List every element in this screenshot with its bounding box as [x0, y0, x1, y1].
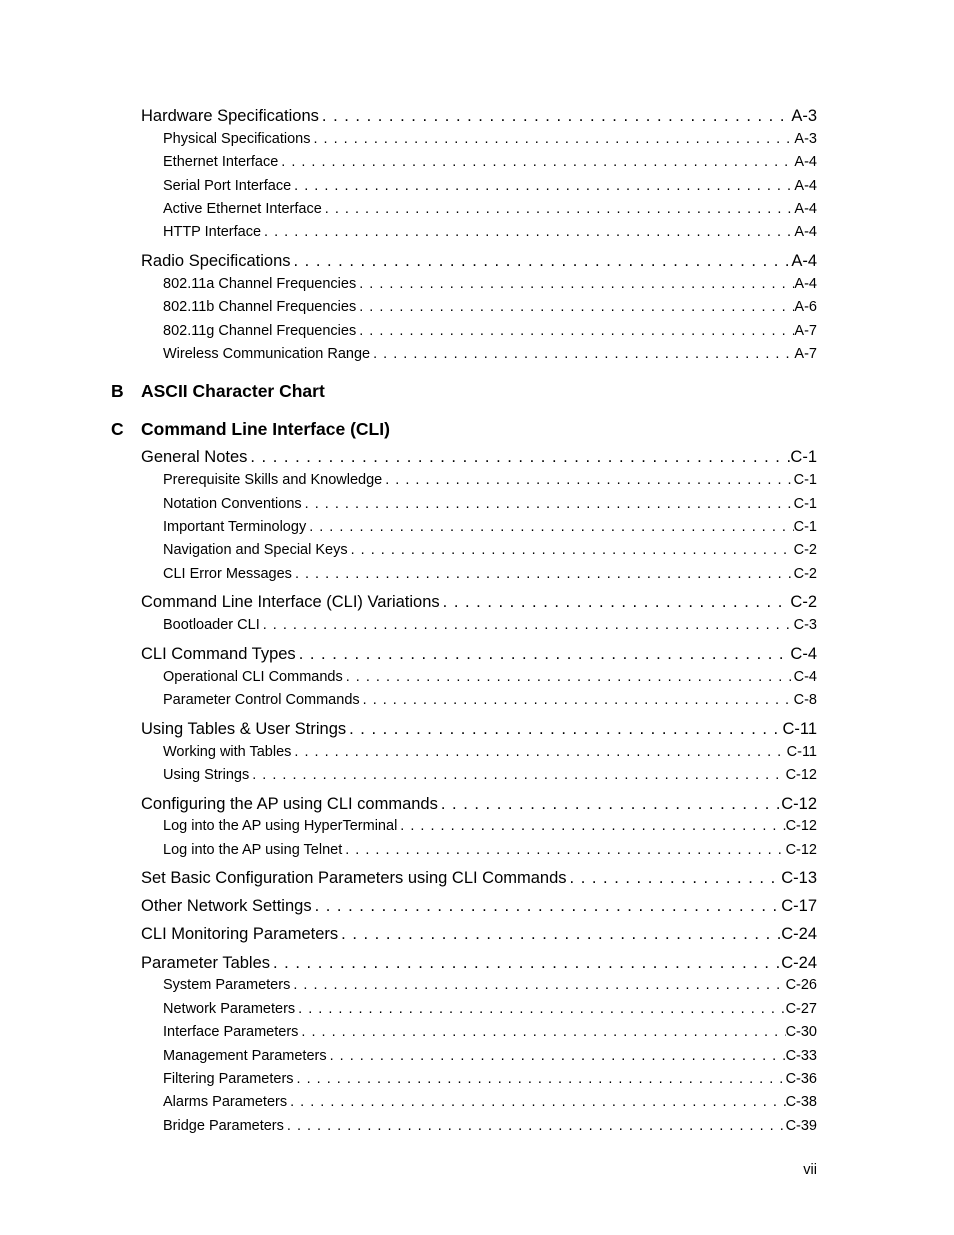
toc-entry-page: A-3	[794, 131, 817, 147]
toc-chapter-heading	[111, 419, 390, 440]
toc-subsection-entry	[163, 818, 817, 834]
toc-entry-title: Bootloader CLI	[163, 617, 260, 633]
toc-section-entry	[141, 593, 817, 612]
toc-subsection-entry	[163, 692, 817, 708]
toc-entry-title: General Notes	[141, 448, 248, 466]
dot-leader	[287, 1094, 785, 1110]
toc-subsection-entry	[163, 842, 817, 858]
dot-leader	[295, 1001, 785, 1017]
dot-leader	[382, 472, 793, 488]
toc-entry-title: Serial Port Interface	[163, 178, 292, 194]
toc-subsection-entry	[163, 542, 817, 558]
toc-entry-title: CLI Monitoring Parameters	[141, 925, 339, 943]
toc-section-entry	[141, 252, 817, 271]
dot-leader	[438, 795, 781, 814]
toc-entry-page: A-4	[794, 154, 817, 170]
toc-entry-title: Working with Tables	[163, 744, 292, 760]
chapter-letter: C	[111, 419, 124, 439]
dot-leader	[342, 842, 785, 858]
toc-subsection-entry	[163, 299, 817, 315]
toc-entry-title: Prerequisite Skills and Knowledge	[163, 472, 383, 488]
dot-leader	[291, 252, 792, 271]
toc-subsection-entry	[163, 669, 817, 685]
dot-leader	[291, 178, 794, 194]
toc-entry-page: C-1	[793, 496, 817, 512]
toc-entry-page: A-4	[794, 178, 817, 194]
dot-leader	[261, 224, 794, 240]
toc-entry-title: CLI Error Messages	[163, 566, 292, 582]
toc-subsection-entry	[163, 131, 817, 147]
toc-entry-page: C-12	[785, 767, 817, 783]
toc-entry-page: A-7	[794, 323, 817, 339]
toc-entry-page: C-4	[793, 669, 817, 685]
toc-entry-page: C-11	[782, 720, 817, 738]
toc-subsection-entry	[163, 323, 817, 339]
dot-leader	[356, 276, 794, 292]
toc-entry-title: Using Strings	[163, 767, 250, 783]
toc-entry-page: C-39	[785, 1118, 817, 1134]
toc-entry-page: A-3	[791, 107, 817, 125]
toc-entry-title: Network Parameters	[163, 1001, 296, 1017]
toc-entry-page: C-2	[793, 566, 817, 582]
dot-leader	[306, 519, 793, 535]
toc-subsection-entry	[163, 519, 817, 535]
chapter-title: Command Line Interface (CLI)	[141, 419, 390, 439]
toc-subsection-entry	[163, 472, 817, 488]
toc-entry-page: A-6	[794, 299, 817, 315]
dot-leader	[311, 131, 795, 147]
toc-entry-title: Log into the AP using HyperTerminal	[163, 818, 398, 834]
toc-section-entry	[141, 107, 817, 126]
dot-leader	[302, 496, 794, 512]
toc-entry-title: Active Ethernet Interface	[163, 201, 322, 217]
toc-entry-title: Alarms Parameters	[163, 1094, 288, 1110]
dot-leader	[284, 1118, 786, 1134]
toc-entry-title: 802.11g Channel Frequencies	[163, 323, 357, 339]
toc-entry-title: CLI Command Types	[141, 645, 296, 663]
toc-entry-page: C-33	[785, 1048, 817, 1064]
toc-entry-page: C-38	[785, 1094, 817, 1110]
dot-leader	[298, 1024, 785, 1040]
toc-entry-page: C-26	[785, 977, 817, 993]
dot-leader	[319, 107, 791, 126]
toc-entry-page: A-4	[794, 276, 817, 292]
toc-entry-title: Radio Specifications	[141, 252, 291, 270]
dot-leader	[567, 869, 782, 888]
toc-entry-page: C-13	[781, 869, 817, 887]
toc-subsection-entry	[163, 1118, 817, 1134]
toc-entry-page: C-17	[781, 897, 817, 915]
toc-section-entry	[141, 448, 817, 467]
dot-leader	[270, 954, 781, 973]
dot-leader	[356, 299, 794, 315]
toc-entry-page: C-1	[790, 448, 817, 466]
toc-entry-title: Log into the AP using Telnet	[163, 842, 343, 858]
toc-subsection-entry	[163, 1071, 817, 1087]
toc-subsection-entry	[163, 977, 817, 993]
toc-chapter-heading	[111, 381, 325, 402]
toc-section-entry	[141, 795, 817, 814]
dot-leader	[278, 154, 794, 170]
toc-subsection-entry	[163, 496, 817, 512]
toc-entry-page: C-30	[785, 1024, 817, 1040]
toc-subsection-entry	[163, 201, 817, 217]
page-number: vii	[803, 1162, 817, 1178]
toc-subsection-entry	[163, 1024, 817, 1040]
toc-entry-title: Interface Parameters	[163, 1024, 299, 1040]
toc-entry-page: C-1	[793, 472, 817, 488]
dot-leader	[346, 720, 782, 739]
toc-entry-title: Set Basic Configuration Parameters using CLI Commands	[141, 869, 567, 887]
dot-leader	[291, 744, 786, 760]
toc-entry-title: Bridge Parameters	[163, 1118, 284, 1134]
dot-leader	[247, 448, 790, 467]
chapter-letter: B	[111, 381, 124, 401]
dot-leader	[312, 897, 782, 916]
dot-leader	[294, 1071, 786, 1087]
toc-subsection-entry	[163, 1094, 817, 1110]
toc-entry-page: C-1	[793, 519, 817, 535]
toc-entry-page: A-4	[791, 252, 817, 270]
toc-entry-title: Configuring the AP using CLI commands	[141, 795, 438, 813]
toc-subsection-entry	[163, 224, 817, 240]
toc-subsection-entry	[163, 276, 817, 292]
toc-entry-title: Filtering Parameters	[163, 1071, 294, 1087]
toc-entry-page: C-8	[793, 692, 817, 708]
toc-entry-title: Notation Conventions	[163, 496, 302, 512]
toc-entry-title: 802.11b Channel Frequencies	[163, 299, 357, 315]
toc-entry-page: C-11	[786, 744, 817, 760]
dot-leader	[296, 645, 791, 664]
toc-entry-title: Wireless Communication Range	[163, 346, 371, 362]
toc-subsection-entry	[163, 617, 817, 633]
toc-section-entry	[141, 720, 817, 739]
toc-entry-page: C-12	[785, 842, 817, 858]
toc-entry-title: 802.11a Channel Frequencies	[163, 276, 357, 292]
toc-entry-title: Important Terminology	[163, 519, 307, 535]
toc-entry-title: Ethernet Interface	[163, 154, 279, 170]
toc-entry-title: Hardware Specifications	[141, 107, 319, 125]
toc-entry-page: C-36	[785, 1071, 817, 1087]
toc-section-entry	[141, 925, 817, 944]
toc-entry-page: C-12	[781, 795, 817, 813]
toc-entry-title: HTTP Interface	[163, 224, 262, 240]
toc-entry-page: A-7	[794, 346, 817, 362]
dot-leader	[348, 542, 794, 558]
dot-leader	[440, 593, 791, 612]
toc-entry-page: A-4	[794, 224, 817, 240]
toc-section-entry	[141, 645, 817, 664]
toc-entry-page: A-4	[794, 201, 817, 217]
dot-leader	[338, 925, 781, 944]
dot-leader	[343, 669, 794, 685]
dot-leader	[322, 201, 795, 217]
dot-leader	[260, 617, 794, 633]
chapter-title: ASCII Character Chart	[141, 381, 325, 401]
toc-subsection-entry	[163, 1048, 817, 1064]
dot-leader	[370, 346, 794, 362]
toc-subsection-entry	[163, 346, 817, 362]
toc-entry-title: Other Network Settings	[141, 897, 312, 915]
dot-leader	[292, 566, 794, 582]
toc-entry-page: C-27	[785, 1001, 817, 1017]
dot-leader	[397, 818, 785, 834]
toc-subsection-entry	[163, 744, 817, 760]
toc-entry-title: Using Tables & User Strings	[141, 720, 347, 738]
toc-section-entry	[141, 869, 817, 888]
dot-leader	[356, 323, 794, 339]
toc-section-entry	[141, 897, 817, 916]
toc-subsection-entry	[163, 154, 817, 170]
dot-leader	[290, 977, 785, 993]
toc-entry-title: Management Parameters	[163, 1048, 327, 1064]
dot-leader	[249, 767, 785, 783]
toc-subsection-entry	[163, 767, 817, 783]
toc-subsection-entry	[163, 566, 817, 582]
toc-subsection-entry	[163, 1001, 817, 1017]
toc-entry-title: System Parameters	[163, 977, 291, 993]
dot-leader	[360, 692, 794, 708]
toc-entry-page: C-24	[781, 954, 817, 972]
toc-entry-page: C-2	[790, 593, 817, 611]
toc-entry-title: Navigation and Special Keys	[163, 542, 348, 558]
toc-entry-title: Parameter Control Commands	[163, 692, 360, 708]
toc-entry-page: C-12	[785, 818, 817, 834]
toc-entry-title: Parameter Tables	[141, 954, 271, 972]
toc-entry-title: Operational CLI Commands	[163, 669, 343, 685]
toc-entry-page: C-24	[781, 925, 817, 943]
toc-entry-page: C-2	[793, 542, 817, 558]
toc-subsection-entry	[163, 178, 817, 194]
dot-leader	[327, 1048, 786, 1064]
toc-entry-title: Command Line Interface (CLI) Variations	[141, 593, 440, 611]
toc-section-entry	[141, 954, 817, 973]
toc-entry-page: C-3	[793, 617, 817, 633]
toc-entry-title: Physical Specifications	[163, 131, 311, 147]
toc-entry-page: C-4	[790, 645, 817, 663]
